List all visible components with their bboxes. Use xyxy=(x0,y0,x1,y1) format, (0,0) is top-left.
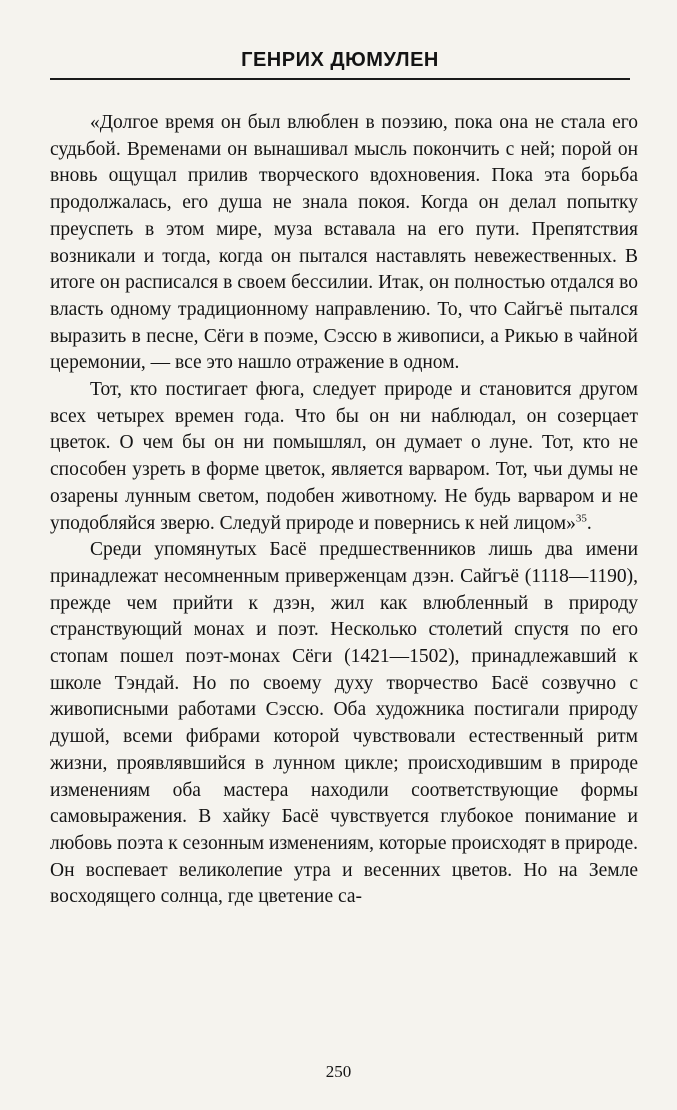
paragraph-1-text: «Долгое время он был влюблен в поэзию, пока она не стала его судьбой. Временами он вынашивал мысль покончить с ней; порой он вновь ощущал прилив творческого вдохновения. Пока эта борьба продолжалась, его душа не знала покоя. Когда он делал попытку преуспеть в этом мире, муза вставала на его пути. Препятствия возникали и тогда, когда он пытался наставлять невежественных. В итоге он расписался в своем бессилии. Итак, он полностью отдался во власть одному традиционному направлению. То, что Сайгъё пытался выразить в песне, Сёги в поэме, Сэссю в живописи, а Рикью в чайной церемонии, — все это нашло отражение в одном. xyxy=(50,112,638,374)
paragraph-3-text: Среди упомянутых Басё предшественников лишь два имени принадлежат несомненным приверженцам дзэн. Сайгъё (1118—1190), прежде чем прийти к дзэн, жил как влюбленный в природу странствующий монах и поэт. Несколько столетий спустя по его стопам пошел поэт-монах Сёги (1421—1502), принадлежавший к школе Тэндай. Но по своему духу творчество Басё созвучно с живописными работами Сэссю. Оба художника постигали природу душой, всеми фибрами которой чувствовали естественный ритм жизни, проявлявшийся в лунном цикле; происходившим в природе изменениям оба мастера находили соответствующие формы самовыражения. В хайку Басё чувствуется глубокое понимание и любовь поэта к сезонным изменениям, которые происходят в природе. Он воспевает великолепие утра и весенних цветов. Но на Земле восходящего солнца, где цветение са- xyxy=(50,539,638,908)
running-head-title: ГЕНРИХ ДЮМУЛЕН xyxy=(241,49,439,71)
paragraph-1 xyxy=(50,110,638,377)
paragraph-2: Тот, кто постигает фюга, следует природе и становится другом всех четырех времен года. Что бы он ни наблюдал, он созерцает цветок. О чем бы он ни помышлял, он думает о луне. Тот, кто не способен узреть в форме цветок, является варваром. Тот, чьи думы не озарены лунным светом, подобен животному. Не будь варваром и не уподобляйся зверю. Следуй природе и повернись к ней лицом»$^{35}$. xyxy=(50,379,638,534)
paragraph-3 xyxy=(50,537,638,911)
footnote-ref-35: 35 xyxy=(575,512,587,525)
paragraph-2-text: Тот, кто постигает фюга, следует природе и становится другом всех четырех времен года. Что бы он ни наблюдал, он созерцает цветок. О чем бы он ни помышлял, он думает о луне. Тот, кто не способен узреть в форме цветок, является варваром. Тот, чьи думы не озарены лунным светом, подобен животному. Не будь варваром и не уподобляйся зверю. Следуй природе и повернись к ней лицом» xyxy=(50,379,638,534)
body-text xyxy=(50,110,638,911)
header-rule xyxy=(50,78,630,80)
page-number: 250 xyxy=(325,1062,352,1081)
